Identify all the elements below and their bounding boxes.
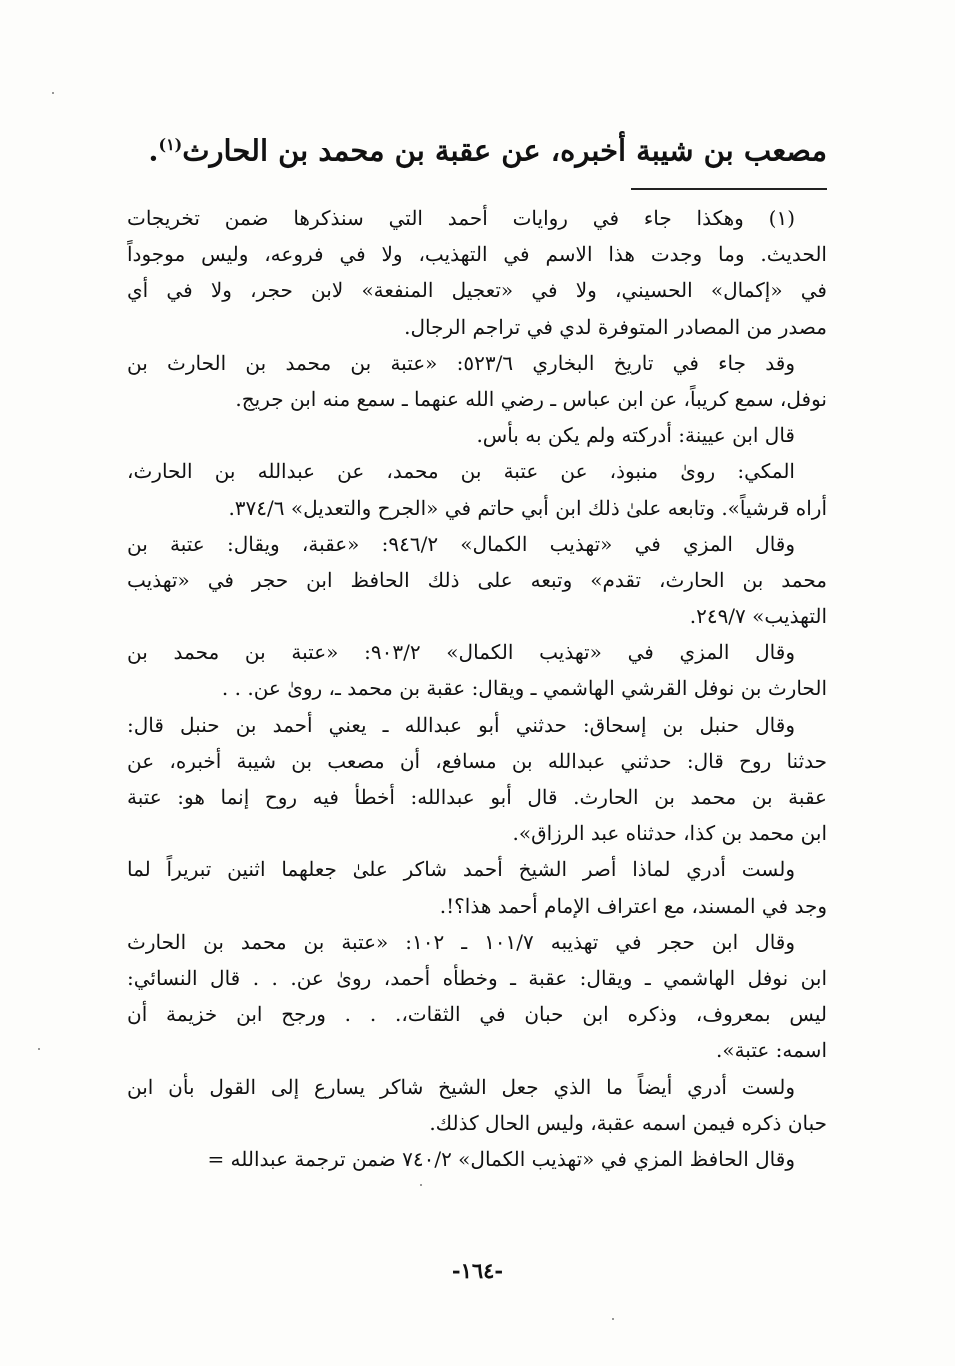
paper-speck — [38, 1048, 40, 1050]
main-text: مصعب بن شيبة أخبره، عن عقبة بن محمد بن الحارث — [182, 133, 827, 168]
footnote-line: ابن محمد بن كذا، حدثناه عبد الرزاق». — [512, 821, 827, 846]
footnote-line: حدثنا روح قال: حدثني عبدالله بن مسافع، أن مصعب بن شيبة أخبره، عن — [127, 748, 827, 773]
footnote-line: (١) وهكذا جاء في روايات أحمد التي سنذكرها ضمن تخريجات — [127, 206, 795, 230]
footnote-line: الحارث بن نوفل القرشي الهاشمي ـ ويقال: عقبة بن محمد ـ، روىٰ عن. . . — [221, 676, 827, 701]
footnote-line: وقال الحافظ المزي في «تهذيب الكمال» ٧٤٠/٢ ضمن ترجمة عبدالله = — [207, 1146, 795, 1171]
footnotes-block — [127, 200, 827, 1177]
footnote-line: ولست أدري أيضاً ما الذي جعل الشيخ شاكر يسارع إلى القول بأن ابن — [127, 1074, 795, 1099]
footnote-line: اسمه: عتبة». — [715, 1038, 827, 1063]
paper-speck — [420, 1184, 422, 1186]
main-text-end: . — [148, 133, 159, 168]
footnote-line: وقال ابن حجر في تهذيبه ١٠١/٧ ـ ١٠٢: «عتبة بن محمد بن الحارث — [127, 929, 796, 954]
paper-speck — [612, 1318, 614, 1320]
footnote-line: قال ابن عيينة: أدركته ولم يكن به بأس. — [476, 423, 795, 448]
footnote-line: الحديث. وما وجدت هذا الاسم في التهذيب، ولا في فروعه، وليس موجوداً — [127, 242, 827, 267]
footnote-line: أراه قرشياً». وتابعه علىٰ ذلك ابن أبي حاتم في «الجرح والتعديل» ٣٧٤/٦. — [228, 495, 827, 520]
footnote-line: وقال المزي في «تهذيب الكمال» ٩٠٣/٢: «عتبة بن محمد بن — [127, 640, 795, 665]
footnote-line: عقبة بن محمد بن الحارث. قال أبو عبدالله: أخطأ فيه روح إنما هو: عتبة — [127, 785, 827, 809]
paper-speck — [52, 92, 54, 94]
footnote-line: في «إكمال» الحسيني، ولا في «تعجيل المنفعة» لابن حجر، ولا في أي — [127, 278, 827, 303]
footnote-line: وقال المزي في «تهذيب الكمال» ٩٤٦/٢: «عقبة، ويقال: عتبة بن — [127, 531, 796, 556]
footnote-line: وقال حنبل بن إسحاق: حدثني أبو عبدالله ـ يعني أحمد بن حنبل قال: — [127, 712, 795, 737]
footnote-line: التهذيب» ٢٤٩/٧. — [689, 604, 827, 629]
footnote-line: المكي: روىٰ منبوذ، عن عتبة بن محمد، عن عبدالله بن الحارث، — [127, 459, 795, 484]
footnote-line: حبان ذكره فيمن اسمه عقبة، وليس الحال كذلك. — [429, 1110, 827, 1135]
footnote-line: ابن نوفل الهاشمي ـ ويقال: عقبة ـ وخطأه أحمد، روىٰ عن. . . قال النسائي: — [127, 965, 827, 990]
footnote-line: محمد بن الحارث، تقدم» وتبعه على ذلك الحافظ ابن حجر في «تهذيب — [127, 567, 827, 592]
footnote-line: وقد جاء في تاريخ البخاري ٥٢٣/٦: «عتبة بن محمد بن الحارث بن — [127, 350, 795, 375]
footnote-line: ليس بمعروف، وذكره ابن حبان في الثقات،. . . ورجح ابن خزيمة أن — [127, 1002, 827, 1027]
footnote-line: ولست أدري لماذا أصر الشيخ أحمد شاكر علىٰ جعلهما اثنين تبريراً لما — [127, 857, 795, 882]
footnote-separator — [631, 188, 827, 190]
main-text-line — [127, 118, 827, 178]
footnote-line: وجد في المسند، مع اعتراف الإمام أحمد هذا؟!. — [439, 893, 827, 918]
footnote-marker[interactable]: (١) — [158, 135, 183, 154]
footnote-line: نوفل، سمع كريباً، عن ابن عباس ـ رضي الله عنهما ـ سمع منه ابن جريج. — [235, 386, 827, 411]
footnote-line: مصدر من المصادر المتوفرة لدي في تراجم الرجال. — [404, 314, 827, 339]
page-number: -١٦٤- — [451, 1258, 504, 1283]
